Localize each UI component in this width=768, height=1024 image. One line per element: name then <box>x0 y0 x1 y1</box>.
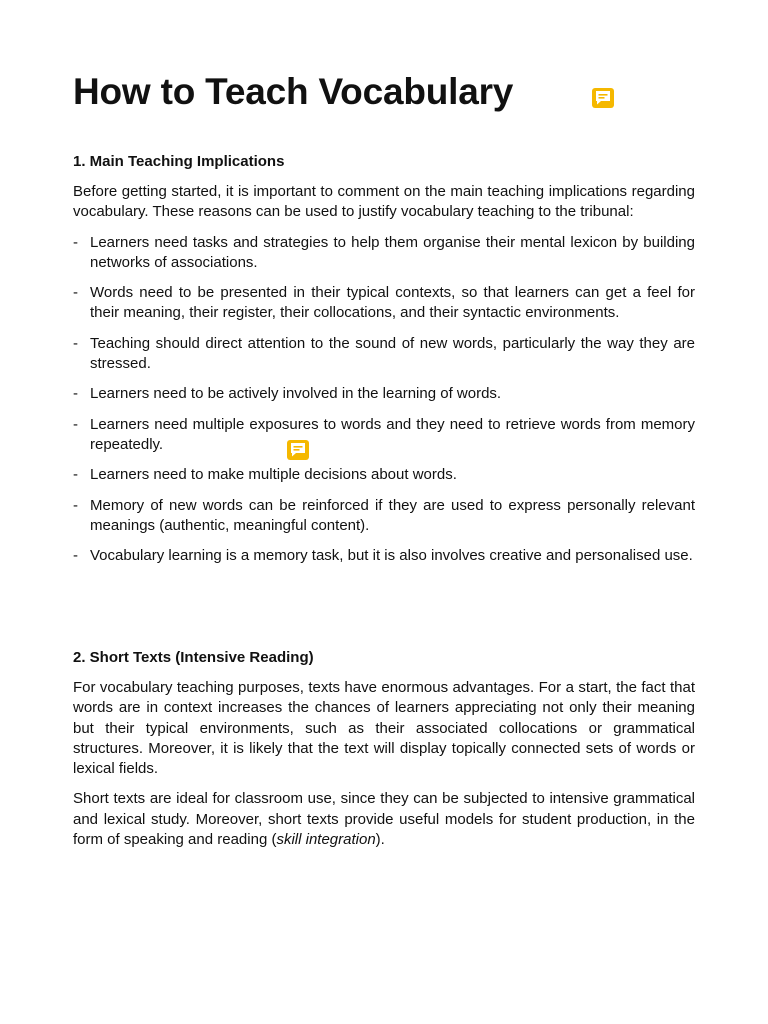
list-item <box>73 465 695 485</box>
list-item-text: Teaching should direct attention to the sound of new words, particularly the way they are stressed. <box>90 334 695 373</box>
paragraph: For vocabulary teaching purposes, texts have enormous advantages. For a start, the fact that words are in context increases the chances of learners appreciating not only their meaning but their typical environments, such as their associated collocations or grammatical structures. Moreover, it is likely that the text will display topically connected sets of words or lexical fields. <box>73 679 695 778</box>
paragraph-text: Short texts are ideal for classroom use, since they can be subjected to intensive grammatical and lexical study. Moreover, short texts provide useful models for student production, in the form of speaking and reading ( <box>73 790 695 849</box>
list-item <box>73 546 695 566</box>
list-item-text: Learners need multiple exposures to words and they need to retrieve words from memory repeatedly. <box>90 415 695 453</box>
list-item-text: Learners need to make multiple decisions about words. <box>90 466 457 484</box>
implications-list <box>73 233 695 567</box>
list-item <box>73 415 695 456</box>
bullet-dash: - <box>73 385 78 403</box>
intro-paragraph: Before getting started, it is important to comment on the main teaching implications regarding vocabulary. These reasons can be used to justify vocabulary teaching to the tribunal: <box>73 183 695 221</box>
list-item <box>73 233 695 274</box>
list-item <box>73 283 695 324</box>
section-heading: 1. Main Teaching Implications <box>73 153 285 170</box>
bullet-dash: - <box>73 415 78 433</box>
comment-icon[interactable] <box>592 88 614 108</box>
bullet-dash: - <box>73 466 78 484</box>
section-main-teaching-implications <box>73 152 695 576</box>
list-item-text: Words need to be presented in their typical contexts, so that learners can get a feel for their meaning, their register, their collocations, and their syntactic environments. <box>90 284 695 322</box>
section-heading: 2. Short Texts (Intensive Reading) <box>73 649 314 666</box>
bullet-dash: - <box>73 547 78 565</box>
list-item <box>73 384 695 404</box>
emphasis-text: skill integration <box>276 831 376 849</box>
bullet-dash: - <box>73 233 78 251</box>
comment-icon[interactable] <box>287 440 309 460</box>
paragraph-text: ). <box>375 831 385 849</box>
section-short-texts <box>73 648 695 860</box>
bullet-dash: - <box>73 284 78 302</box>
list-item <box>73 334 695 375</box>
bullet-dash: - <box>73 496 78 514</box>
paragraph <box>73 789 695 850</box>
list-item-text: Learners need to be actively involved in the learning of words. <box>90 385 502 403</box>
list-item-text: Learners need tasks and strategies to help them organise their mental lexicon by building networks of associations. <box>90 233 695 271</box>
bullet-dash: - <box>73 334 78 352</box>
page-title: How to Teach Vocabulary <box>73 71 514 112</box>
list-item-text: Vocabulary learning is a memory task, but it is also involves creative and personalised use. <box>90 547 693 565</box>
list-item-text: Memory of new words can be reinforced if they are used to express personally relevant meanings (authentic, meaningful content). <box>90 496 695 534</box>
list-item <box>73 496 695 537</box>
